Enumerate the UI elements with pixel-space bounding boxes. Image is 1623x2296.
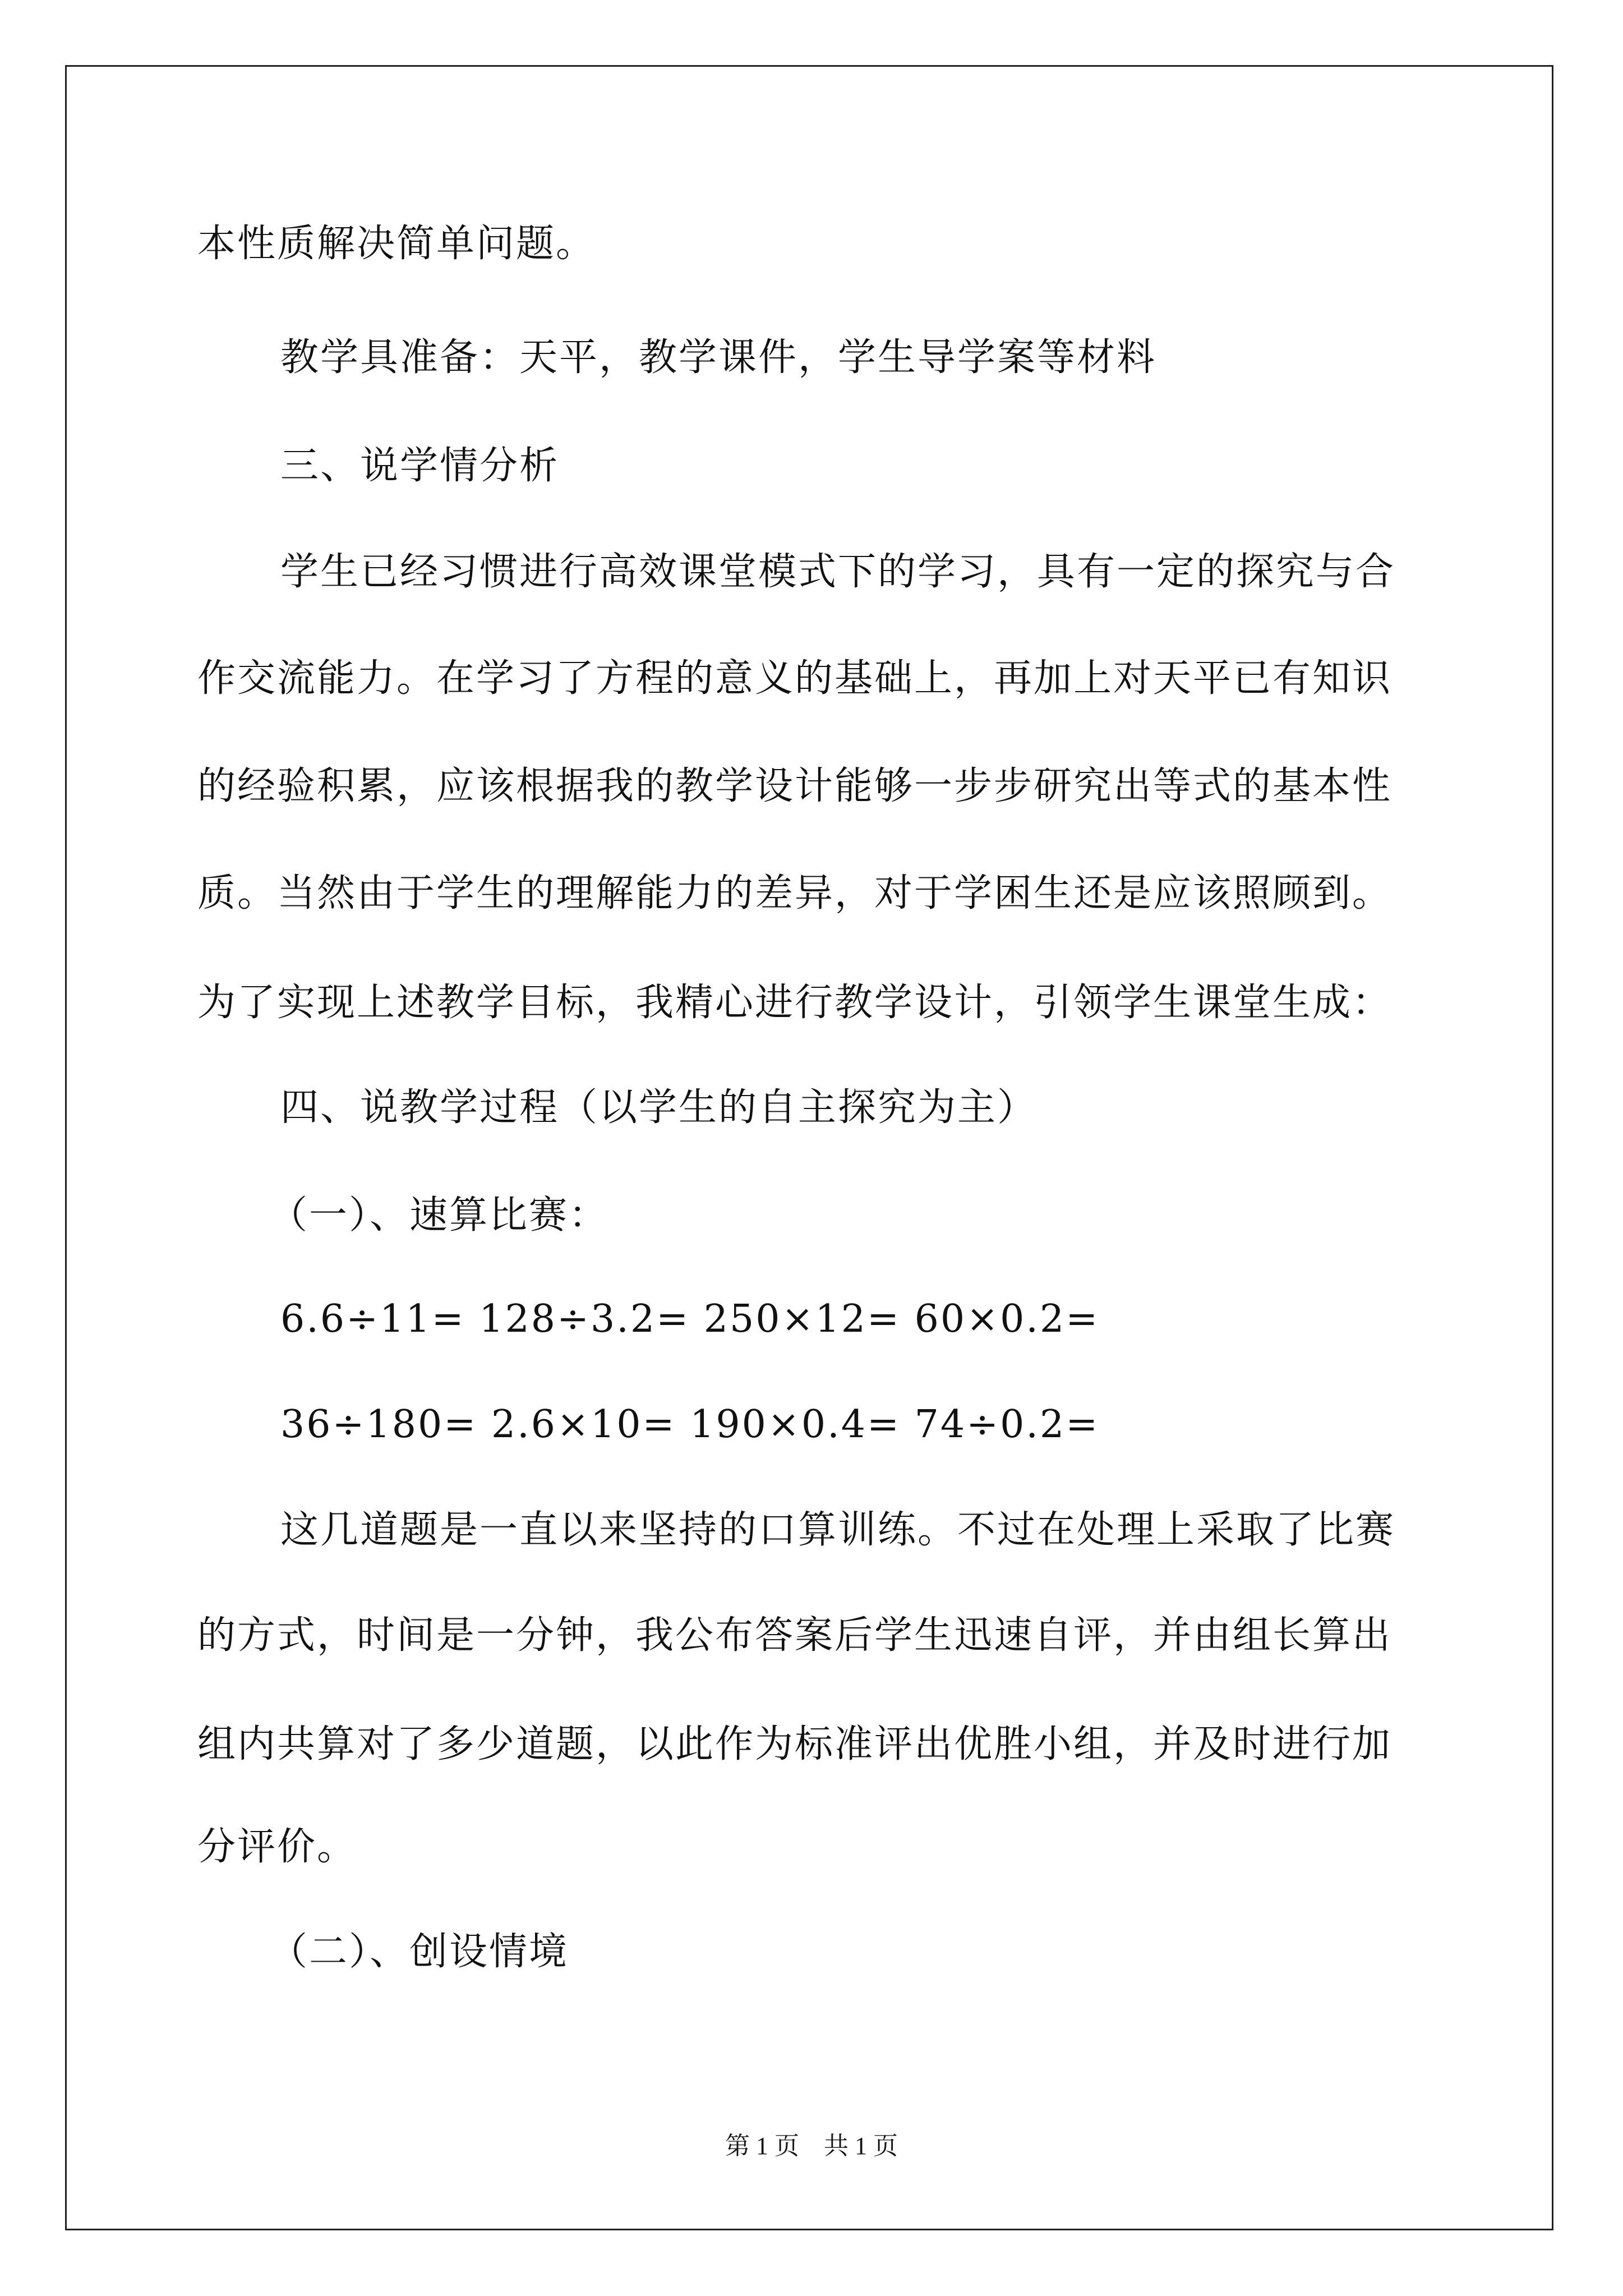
- paragraph-line: 这几道题是一直以来坚持的口算训练。不过在处理上采取了比赛: [280, 1508, 1396, 1552]
- subsection-heading: （一）、速算比赛：: [269, 1193, 609, 1237]
- paragraph-line: 的方式，时间是一分钟，我公布答案后学生迅速自评，并由组长算出: [197, 1613, 1393, 1658]
- paragraph-line: 组内共算对了多少道题，以此作为标准评出优胜小组，并及时进行加: [197, 1722, 1393, 1766]
- paragraph-line: 教学具准备：天平，教学课件，学生导学案等材料: [280, 335, 1157, 380]
- paragraph-line: 学生已经习惯进行高效课堂模式下的学习，具有一定的探究与合: [280, 550, 1396, 594]
- section-heading: 三、说学情分析: [280, 444, 560, 488]
- paragraph-line: 为了实现上述教学目标，我精心进行教学设计，引领学生课堂生成：: [197, 981, 1393, 1025]
- page-border: [65, 65, 1553, 2230]
- page-number: 第 1 页 共 1 页: [725, 2132, 898, 2160]
- math-exercise-line: 6.6÷11= 128÷3.2= 250×12= 60×0.2=: [280, 1297, 1100, 1341]
- paragraph-line: 质。当然由于学生的理解能力的差异，对于学困生还是应该照顾到。: [197, 871, 1393, 915]
- page-footer: [0, 2131, 1623, 2162]
- paragraph-line: 的经验积累，应该根据我的教学设计能够一步步研究出等式的基本性: [197, 764, 1393, 808]
- math-exercise-line: 36÷180= 2.6×10= 190×0.4= 74÷0.2=: [280, 1402, 1100, 1447]
- paragraph-line: 作交流能力。在学习了方程的意义的基础上，再加上对天平已有知识: [197, 656, 1393, 701]
- paragraph-line: 本性质解决简单问题。: [197, 222, 596, 266]
- paragraph-line: 分评价。: [197, 1825, 357, 1869]
- subsection-heading: （二）、创设情境: [269, 1930, 569, 1974]
- section-heading: 四、说教学过程（以学生的自主探究为主）: [280, 1085, 1038, 1130]
